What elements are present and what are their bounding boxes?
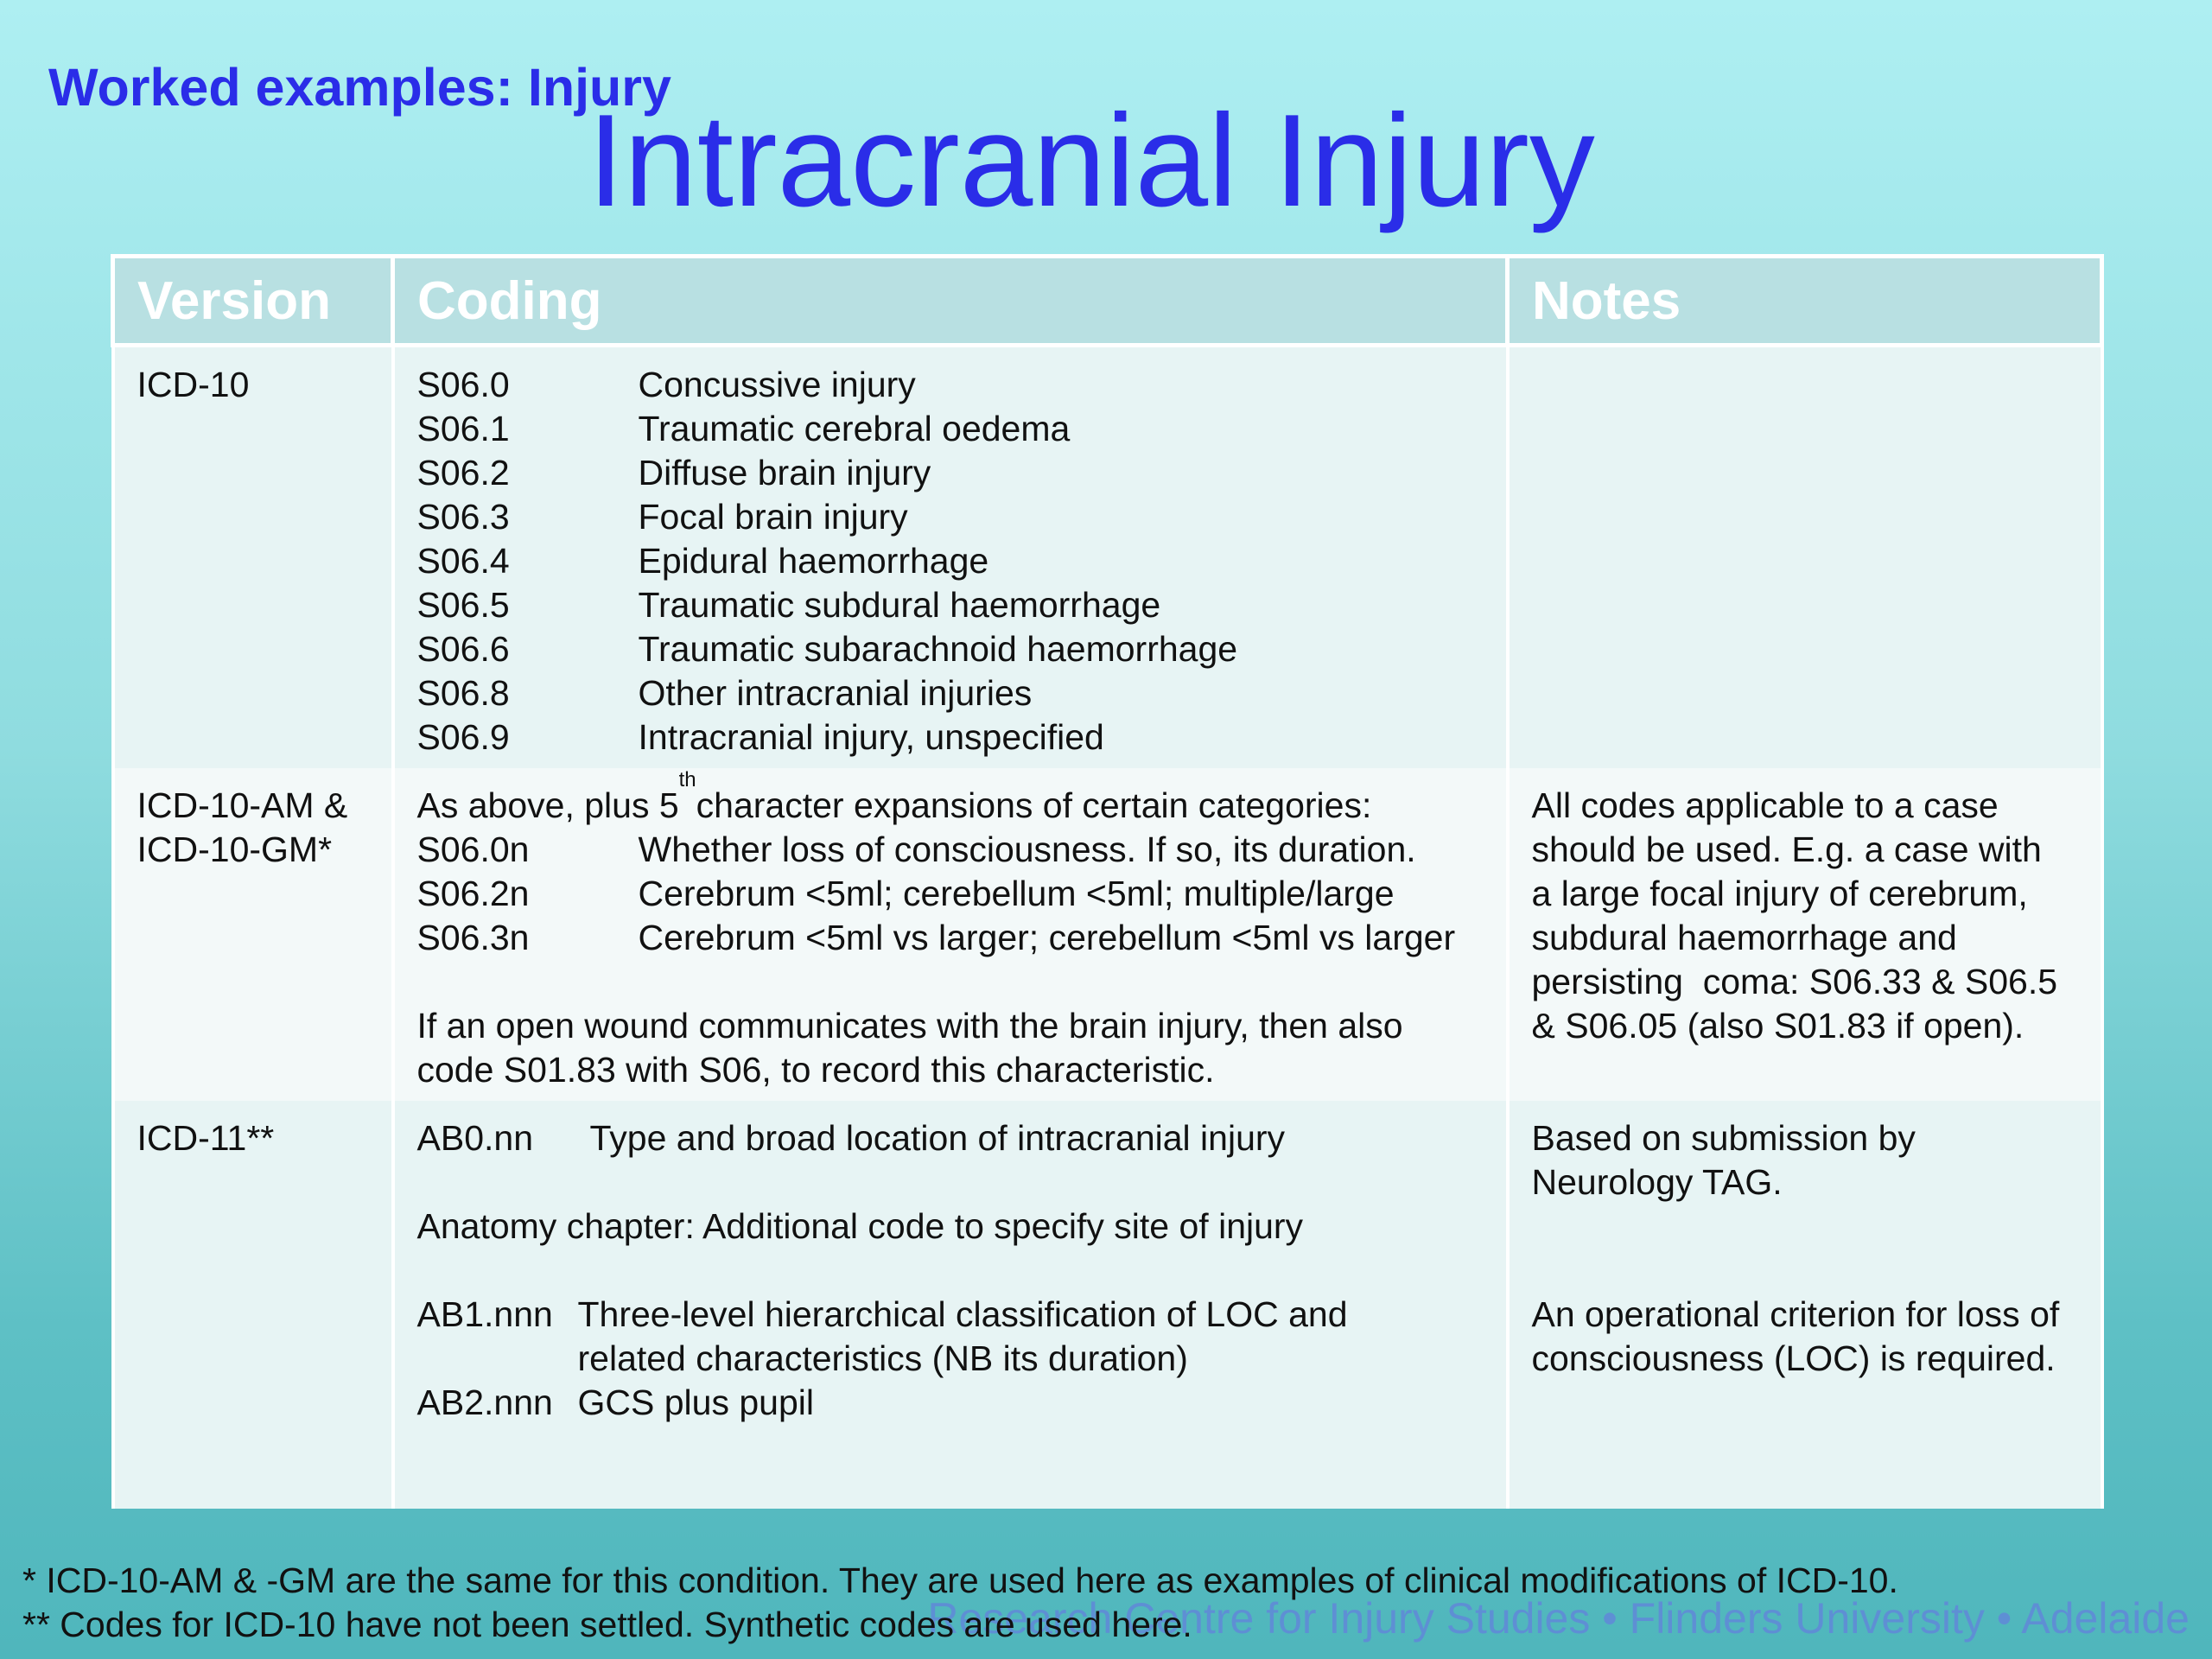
code-value: AB1.nnn xyxy=(416,1294,553,1334)
code-value: S06.9 xyxy=(416,717,510,757)
table-row-icd10-am-gm xyxy=(113,768,2102,1101)
table-row-icd11 xyxy=(113,1101,2102,1509)
code-description: Traumatic subdural haemorrhage xyxy=(638,585,1161,625)
version-label: ICD-10 xyxy=(137,365,250,404)
slide-subtitle: Worked examples: Injury xyxy=(48,58,671,117)
code-line xyxy=(417,671,1484,715)
code-line xyxy=(417,828,1484,872)
version-label: ICD-10-AM & xyxy=(137,785,348,825)
column-header-notes: Notes xyxy=(1508,257,2102,346)
code-line xyxy=(417,451,1484,495)
column-header-coding: Coding xyxy=(393,257,1508,346)
code-description: Intracranial injury, unspecified xyxy=(638,717,1104,757)
code-description: Traumatic cerebral oedema xyxy=(638,409,1071,448)
code-description: GCS plus pupil xyxy=(577,1382,814,1422)
code-description: Whether loss of consciousness. If so, its duration. xyxy=(638,830,1416,869)
note-line: persisting coma: S06.33 & S06.5 xyxy=(1531,962,2058,1001)
footnote-2: ** Codes for ICD-10 have not been settled. Synthetic codes are used here. xyxy=(22,1605,1192,1644)
note-line: a large focal injury of cerebrum, xyxy=(1531,874,2028,913)
version-label: ICD-11** xyxy=(137,1118,275,1158)
notes-cell xyxy=(1508,346,2102,769)
intro-line xyxy=(416,768,1484,828)
code-line xyxy=(417,916,1484,960)
code-value: S06.6 xyxy=(416,629,510,669)
column-header-version: Version xyxy=(113,257,393,346)
open-wound-note: code S01.83 with S06, to record this characteristic. xyxy=(416,1050,1215,1090)
code-description: Other intracranial injuries xyxy=(638,673,1033,713)
intro-superscript: th xyxy=(678,768,696,791)
code-line xyxy=(417,872,1484,916)
code-line xyxy=(417,495,1484,539)
note-line: should be used. E.g. a case with xyxy=(1531,830,2042,869)
coding-cell xyxy=(393,1101,1508,1509)
intro-text: As above, plus 5 xyxy=(416,785,679,825)
note-line: consciousness (LOC) is required. xyxy=(1531,1338,2056,1378)
code-description: Cerebrum <5ml vs larger; cerebellum <5ml vs larger xyxy=(638,918,1456,957)
code-value: S06.4 xyxy=(416,541,510,581)
code-value: S06.8 xyxy=(416,673,510,713)
code-line xyxy=(417,1381,1484,1425)
note-line: An operational criterion for loss of xyxy=(1531,1294,2060,1334)
code-line xyxy=(417,1337,1484,1381)
code-value: S06.1 xyxy=(416,409,510,448)
coding-cell xyxy=(393,346,1508,769)
code-line xyxy=(417,1116,1484,1160)
code-value: S06.2n xyxy=(416,874,530,913)
code-value: S06.0 xyxy=(416,365,510,404)
note-line: All codes applicable to a case xyxy=(1531,785,1999,825)
coding-cell xyxy=(393,768,1508,1101)
code-line xyxy=(417,627,1484,671)
table-row-icd10 xyxy=(113,346,2102,769)
code-value: S06.2 xyxy=(416,453,510,493)
code-line xyxy=(417,363,1484,407)
version-cell xyxy=(113,346,393,769)
note-line: Neurology TAG. xyxy=(1531,1162,1783,1202)
note-line: subdural haemorrhage and xyxy=(1531,918,1957,957)
code-line xyxy=(417,539,1484,583)
code-description: Focal brain injury xyxy=(638,497,908,537)
note-line: & S06.05 (also S01.83 if open). xyxy=(1531,1006,2024,1046)
code-description: Three-level hierarchical classification of LOC and xyxy=(577,1294,1348,1334)
footnotes xyxy=(22,1559,1898,1647)
code-description: Traumatic subarachnoid haemorrhage xyxy=(638,629,1238,669)
code-description: related characteristics (NB its duration) xyxy=(577,1338,1188,1378)
version-cell xyxy=(113,768,393,1101)
code-line xyxy=(417,715,1484,760)
code-description: Cerebrum <5ml; cerebellum <5ml; multiple/large xyxy=(638,874,1395,913)
code-value: AB0.nn xyxy=(416,1118,533,1158)
footer-credit: Research Centre for Injury Studies • Flinders University • Adelaide xyxy=(927,1594,2190,1643)
slide-title: Intracranial Injury xyxy=(588,87,1595,234)
code-line xyxy=(417,407,1484,451)
code-description: Diffuse brain injury xyxy=(638,453,931,493)
version-cell xyxy=(113,1101,393,1509)
anatomy-note: Anatomy chapter: Additional code to specify site of injury xyxy=(416,1206,1304,1246)
code-line xyxy=(417,583,1484,627)
coding-table xyxy=(111,254,2104,1509)
open-wound-note: If an open wound communicates with the brain injury, then also xyxy=(416,1006,1403,1046)
code-value: S06.0n xyxy=(416,830,530,869)
code-value: S06.3n xyxy=(416,918,530,957)
version-label: ICD-10-GM* xyxy=(137,830,333,869)
intro-text: character expansions of certain categories: xyxy=(696,785,1372,825)
notes-cell xyxy=(1508,768,2102,1101)
table-header-row xyxy=(113,257,2102,346)
code-value: S06.5 xyxy=(416,585,510,625)
code-description: Type and broad location of intracranial injury xyxy=(589,1118,1286,1158)
note-line: Based on submission by xyxy=(1531,1118,1916,1158)
code-description: Concussive injury xyxy=(638,365,916,404)
code-value: S06.3 xyxy=(416,497,510,537)
code-line xyxy=(417,1293,1484,1337)
notes-cell xyxy=(1508,1101,2102,1509)
code-description: Epidural haemorrhage xyxy=(638,541,989,581)
footnote-1: * ICD-10-AM & -GM are the same for this condition. They are used here as examples of clinical modifications of ICD-10. xyxy=(22,1560,1898,1600)
code-value: AB2.nnn xyxy=(416,1382,553,1422)
